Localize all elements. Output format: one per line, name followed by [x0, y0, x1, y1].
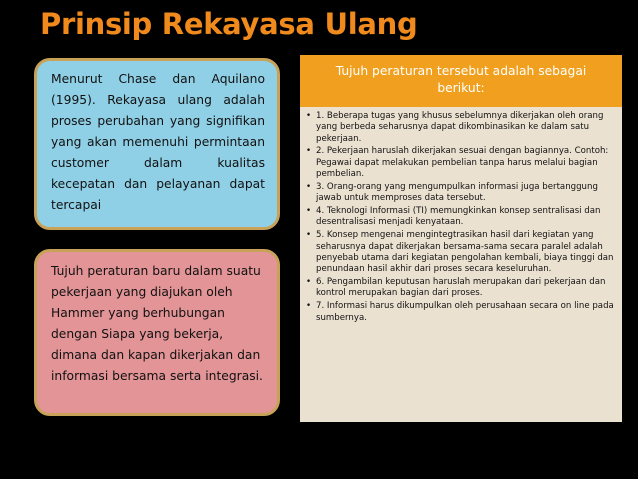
rule-item	[304, 111, 616, 145]
rules-panel	[300, 55, 622, 422]
bullet-icon: •	[306, 277, 312, 288]
rule-text: 1. Beberapa tugas yang khusus sebelumnya dikerjakan oleh orang yang berbeda seharusnya dapat dikombinasikan ke dalam satu pekerjaan.	[316, 111, 604, 144]
slide-title: Prinsip Rekayasa Ulang	[40, 7, 418, 41]
rule-text: 7. Informasi harus dikumpulkan oleh perusahaan secara on line pada sumbernya.	[316, 301, 614, 323]
seven-rules-intro-box	[34, 249, 280, 416]
rule-item	[304, 277, 616, 300]
rule-text: 2. Pekerjaan haruslah dikerjakan sesuai dengan bagiannya. Contoh: Pegawai dapat melakukan pembelian tanpa harus melalui bagian pembelian.	[316, 146, 609, 180]
bullet-icon: •	[306, 146, 312, 157]
rule-text: 3. Orang-orang yang mengumpulkan informasi juga bertanggung jawab untuk memproses data tersebut.	[316, 181, 598, 204]
rules-panel-body	[300, 107, 622, 422]
bullet-icon: •	[306, 301, 312, 312]
rules-list	[304, 111, 616, 324]
rules-panel-heading: Tujuh peraturan tersebut adalah sebagai berikut:	[300, 55, 622, 107]
bullet-icon: •	[306, 206, 312, 217]
rule-text: 6. Pengambilan keputusan haruslah merupakan dari pekerjaan dan kontrol merupakan bagian dari proses.	[316, 277, 606, 299]
bullet-icon: •	[306, 111, 312, 121]
rule-item	[304, 230, 616, 275]
definition-box	[34, 58, 280, 230]
rule-item	[304, 146, 616, 180]
bullet-icon: •	[306, 230, 312, 241]
seven-rules-intro-text: Tujuh peraturan baru dalam suatu pekerjaan yang diajukan oleh Hammer yang berhubungan dengan Siapa yang bekerja, dimana dan kapan dikerjakan dan informasi bersama serta integrasi.	[51, 264, 263, 383]
rule-item	[304, 182, 616, 205]
rule-text: 5. Konsep mengenai mengintegtrasikan hasil dari kegiatan yang seharusnya dapat dikerjakan bersama-sama secara paralel adalah penyebab utama dari kegiatan pengolahan kembali, biaya tinggi dan penundaan hasil akhir dari proses secara keseluruhan.	[316, 230, 614, 275]
rule-item	[304, 206, 616, 229]
rule-item	[304, 301, 616, 324]
rule-text: 4. Teknologi Informasi (TI) memungkinkan konsep sentralisasi dan desentralisasi menjadi kenyataan.	[316, 206, 601, 228]
definition-text: Menurut Chase dan Aquilano (1995). Rekayasa ulang adalah proses perubahan yang signifikan yang akan memenuhi permintaan customer dalam kualitas kecepatan dan pelayanan dapat tercapai	[51, 72, 265, 212]
bullet-icon: •	[306, 181, 312, 192]
